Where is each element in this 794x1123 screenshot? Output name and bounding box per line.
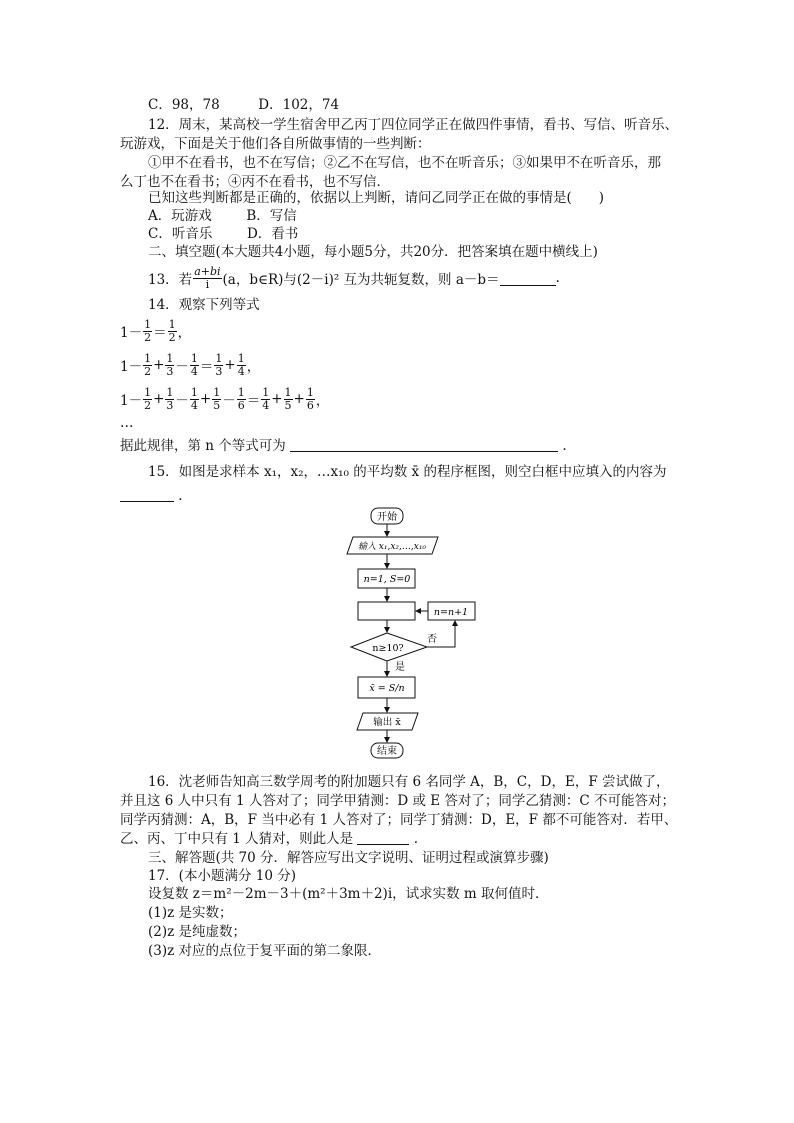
flow-input-label: 输入 x₁,x₂,…,x₁₀ bbox=[357, 542, 427, 552]
q15-blank-line: . bbox=[120, 487, 183, 505]
q14-conclusion: 据此规律，第 n 个等式可为 . bbox=[120, 438, 567, 454]
q15-answer-blank[interactable] bbox=[120, 487, 174, 502]
q15-text: 15．如图是求样本 x₁，x₂，…x₁₀ 的平均数 x̄ 的程序框图，则空白框中应填入的内容为 bbox=[148, 464, 667, 480]
flow-blank-box[interactable] bbox=[358, 602, 415, 620]
q17-part2: (2)z 是纯虚数； bbox=[148, 924, 247, 940]
q13-answer-blank[interactable] bbox=[500, 271, 556, 286]
q16-line3: 同学丙猜测：A，B，F 当中必有 1 人答对了；同学丁猜测：D，E，F 都不可能答对．若甲、 bbox=[120, 812, 678, 828]
q13-middle: (a，b∈R)与(2－i)² 互为共轭复数，则 a－b＝ bbox=[222, 272, 500, 288]
q13-numerator: a+bi bbox=[194, 264, 221, 278]
q14-equation-1: 1－ $\frac{1}{2}$ ＝ $\frac{1}{2}$ ， bbox=[120, 317, 192, 344]
q12-option-a: A．玩游戏 bbox=[148, 208, 212, 224]
flow-init-label: n=1, S=0 bbox=[363, 574, 411, 585]
q14-ellipsis: … bbox=[120, 415, 134, 431]
q16-answer-blank[interactable] bbox=[357, 830, 409, 845]
q12-judgement-line1: ①甲不在看书，也不在写信；②乙不在写信，也不在听音乐；③如果甲不在听音乐，那 bbox=[148, 155, 661, 171]
q14-equation-2: 1－ $\frac{1}{2}$ + $\frac{1}{3}$ － $\frac{1}{4}$ ＝ $\frac{1}{3}$ + $\frac{1}{4}$ ， bbox=[120, 351, 261, 378]
q17-stem: 设复数 z＝m²－2m－3＋(m²＋3m＋2)i，试求实数 m 取何值时． bbox=[148, 886, 549, 902]
q16-line2: 并且这 6 人中只有 1 人答对了；同学甲猜测：D 或 E 答对了；同学乙猜测：C 不可能答对； bbox=[120, 793, 676, 809]
flow-output-label: 输出 x̄ bbox=[373, 717, 401, 728]
q13-end: . bbox=[555, 270, 560, 286]
q12-stem-line1: 12．周末，某高校一学生宿舍甲乙丙丁四位同学正在做四件事情，看书、写信、听音乐、 bbox=[148, 117, 679, 133]
flow-yes-label: 是 bbox=[395, 662, 405, 673]
flow-start-label: 开始 bbox=[377, 512, 397, 523]
q17-title: 17．(本小题满分 10 分) bbox=[148, 868, 296, 884]
q12-stem-line2: 玩游戏，下面是关于他们各自所做事情的一些判断： bbox=[120, 136, 431, 152]
q13 bbox=[148, 260, 560, 296]
q11-option-c: C．98，78 bbox=[148, 97, 220, 113]
q11-option-d: D．102，74 bbox=[258, 97, 340, 113]
flowchart bbox=[340, 502, 490, 764]
flow-increment-label: n=n+1 bbox=[433, 607, 469, 618]
q16-line1: 16．沈老师告知高三数学周考的附加题只有 6 名同学 A，B，C，D，E，F 尝试做了， bbox=[148, 774, 670, 790]
flow-no-label: 否 bbox=[427, 634, 437, 645]
q14-equation-3: 1－ $\frac{1}{2}$ + $\frac{1}{3}$ － $\frac{1}{4}$ + $\frac{1}{5}$ － $\frac{1}{6}$ ＝ $\frac{1}{4}$ + $\frac{1}{5}$ + $\frac{1}{6}$ ， bbox=[120, 385, 330, 412]
q12-option-b: B．写信 bbox=[246, 208, 297, 224]
flow-end-label: 结束 bbox=[377, 746, 397, 757]
q13-fraction bbox=[193, 266, 221, 291]
q12-option-d: D．看书 bbox=[246, 226, 299, 242]
q14-conclusion-text: 据此规律，第 n 个等式可为 bbox=[120, 438, 286, 454]
q12-options-row2 bbox=[148, 225, 298, 243]
q14-answer-blank[interactable] bbox=[290, 437, 558, 452]
section2-title: 二、填空题(本大题共4小题，每小题5分，共20分．把答案填在题中横线上) bbox=[148, 244, 598, 260]
section3-title: 三、解答题(共 70 分．解答应写出文字说明、证明过程或演算步骤) bbox=[148, 850, 549, 866]
q16-line4: 乙、丙、丁中只有 1 人猜对，则此人是 . bbox=[120, 831, 419, 847]
q12-question: 已知这些判断都是正确的，依据以上判断，请问乙同学正在做的事情是( ) bbox=[148, 190, 605, 206]
q11-options bbox=[148, 96, 339, 114]
q12-judgement-line2: 么丁也不在看书；④丙不在看书，也不写信． bbox=[120, 174, 390, 190]
flow-mean-label: x̄ = S/n bbox=[369, 683, 405, 694]
q17-part3: (3)z 对应的点位于复平面的第二象限． bbox=[148, 943, 382, 959]
q12-options-row1 bbox=[148, 207, 297, 225]
q14-title: 14．观察下列等式 bbox=[148, 297, 260, 313]
q12-option-c: C．听音乐 bbox=[148, 226, 213, 242]
q13-denominator: i bbox=[205, 277, 210, 291]
q13-prefix: 13．若 bbox=[148, 272, 193, 288]
q17-part1: (1)z 是实数； bbox=[148, 905, 233, 921]
flow-condition-label: n≥10? bbox=[372, 643, 404, 654]
